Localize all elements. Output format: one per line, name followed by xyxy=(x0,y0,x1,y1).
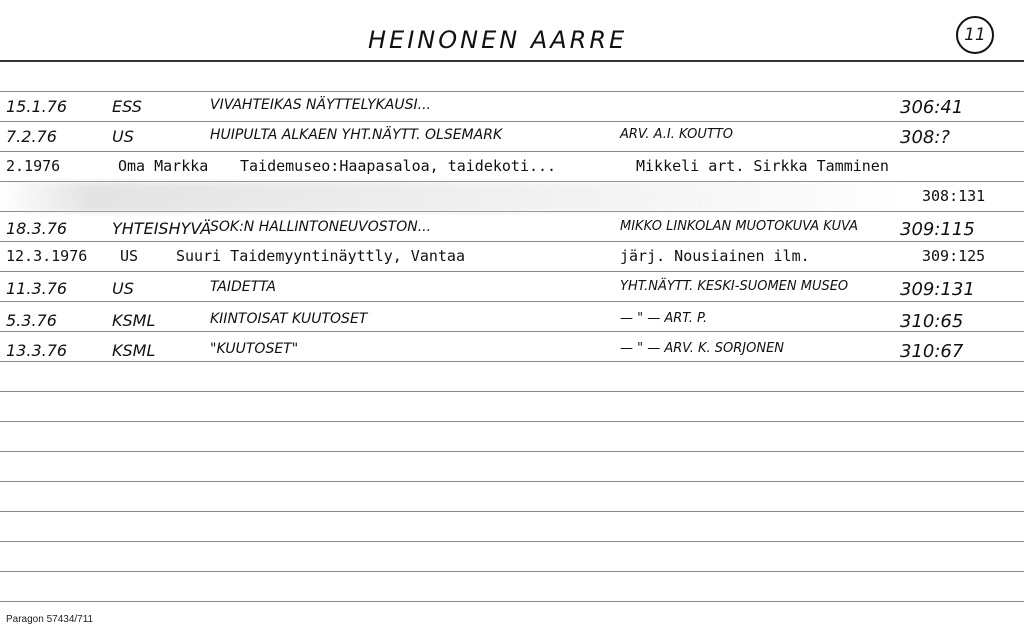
ruled-line xyxy=(0,331,1024,332)
header-rule xyxy=(0,60,1024,62)
entry-ref: 308:? xyxy=(900,127,950,148)
entry-text: HUIPULTA ALKAEN YHT.NÄYTT. OLSEMARK xyxy=(210,127,503,143)
ruled-line xyxy=(0,571,1024,572)
entry-date: 13.3.76 xyxy=(6,341,68,360)
footer-imprint: Paragon 57434/711 xyxy=(6,614,94,625)
entry-text: VIVAHTEIKAS NÄYTTELYKAUSI... xyxy=(210,97,431,113)
entry-ref: 309:131 xyxy=(900,279,975,300)
card-title: HEINONEN AARRE xyxy=(368,26,628,54)
ruled-line xyxy=(0,421,1024,422)
card-number: 11 xyxy=(956,16,994,54)
ruled-line xyxy=(0,511,1024,512)
entry-date: 11.3.76 xyxy=(6,279,68,298)
ruled-line xyxy=(0,271,1024,272)
entry-date: 5.3.76 xyxy=(6,311,57,330)
entry-source: Oma Markka xyxy=(118,157,209,175)
entry-ref: 310:67 xyxy=(900,341,964,362)
entry-source: US xyxy=(112,279,134,298)
entry-source: KSML xyxy=(112,311,156,330)
ruled-line xyxy=(0,541,1024,542)
entry-date: 18.3.76 xyxy=(6,219,68,238)
entry-ref: 306:41 xyxy=(900,97,964,118)
entry-source: KSML xyxy=(112,341,156,360)
ruled-line xyxy=(0,601,1024,602)
entry-note: — " — ART. P. xyxy=(620,311,708,326)
ruled-line xyxy=(0,121,1024,122)
entry-ref: 310:65 xyxy=(900,311,964,332)
ruled-line xyxy=(0,91,1024,92)
ruled-line xyxy=(0,451,1024,452)
entry-date: 15.1.76 xyxy=(6,97,68,116)
ruled-line xyxy=(0,481,1024,482)
entry-note: ARV. A.I. KOUTTO xyxy=(620,127,733,142)
smudge-mark xyxy=(0,182,900,212)
ruled-line xyxy=(0,151,1024,152)
entry-text: KIINTOISAT KUUTOSET xyxy=(210,311,368,327)
entry-ref: 309:125 xyxy=(922,247,986,265)
entry-text: TAIDETTA xyxy=(210,279,276,295)
entry-note: järj. Nousiainen ilm. xyxy=(620,247,810,265)
ruled-line xyxy=(0,391,1024,392)
entry-note: — " — ARV. K. SORJONEN xyxy=(620,341,785,356)
entry-ref: 308:131 xyxy=(922,187,986,205)
entry-text: Suuri Taidemyyntinäyttly, Vantaa xyxy=(176,247,465,265)
entry-ref: 309:115 xyxy=(900,219,975,240)
entry-date: 7.2.76 xyxy=(6,127,57,146)
entry-note: YHT.NÄYTT. KESKI-SUOMEN MUSEO xyxy=(620,279,849,294)
entry-source: US xyxy=(112,127,134,146)
entry-text: "KUUTOSET" xyxy=(210,341,299,357)
entry-note: MIKKO LINKOLAN MUOTOKUVA KUVA xyxy=(620,219,859,234)
entry-source: ESS xyxy=(112,97,142,116)
entry-text: Taidemuseo:Haapasaloa, taidekoti... xyxy=(240,157,557,175)
entry-date: 12.3.1976 xyxy=(6,247,88,265)
entry-date: 2.1976 xyxy=(6,157,61,175)
entry-text: SOK:N HALLINTONEUVOSTON... xyxy=(210,219,432,235)
entry-source: US xyxy=(120,247,139,265)
ruled-line xyxy=(0,361,1024,362)
ruled-line xyxy=(0,301,1024,302)
entry-note: Mikkeli art. Sirkka Tamminen xyxy=(636,157,889,175)
ruled-line xyxy=(0,241,1024,242)
entry-source: YHTEISHYVÄ xyxy=(112,219,212,238)
